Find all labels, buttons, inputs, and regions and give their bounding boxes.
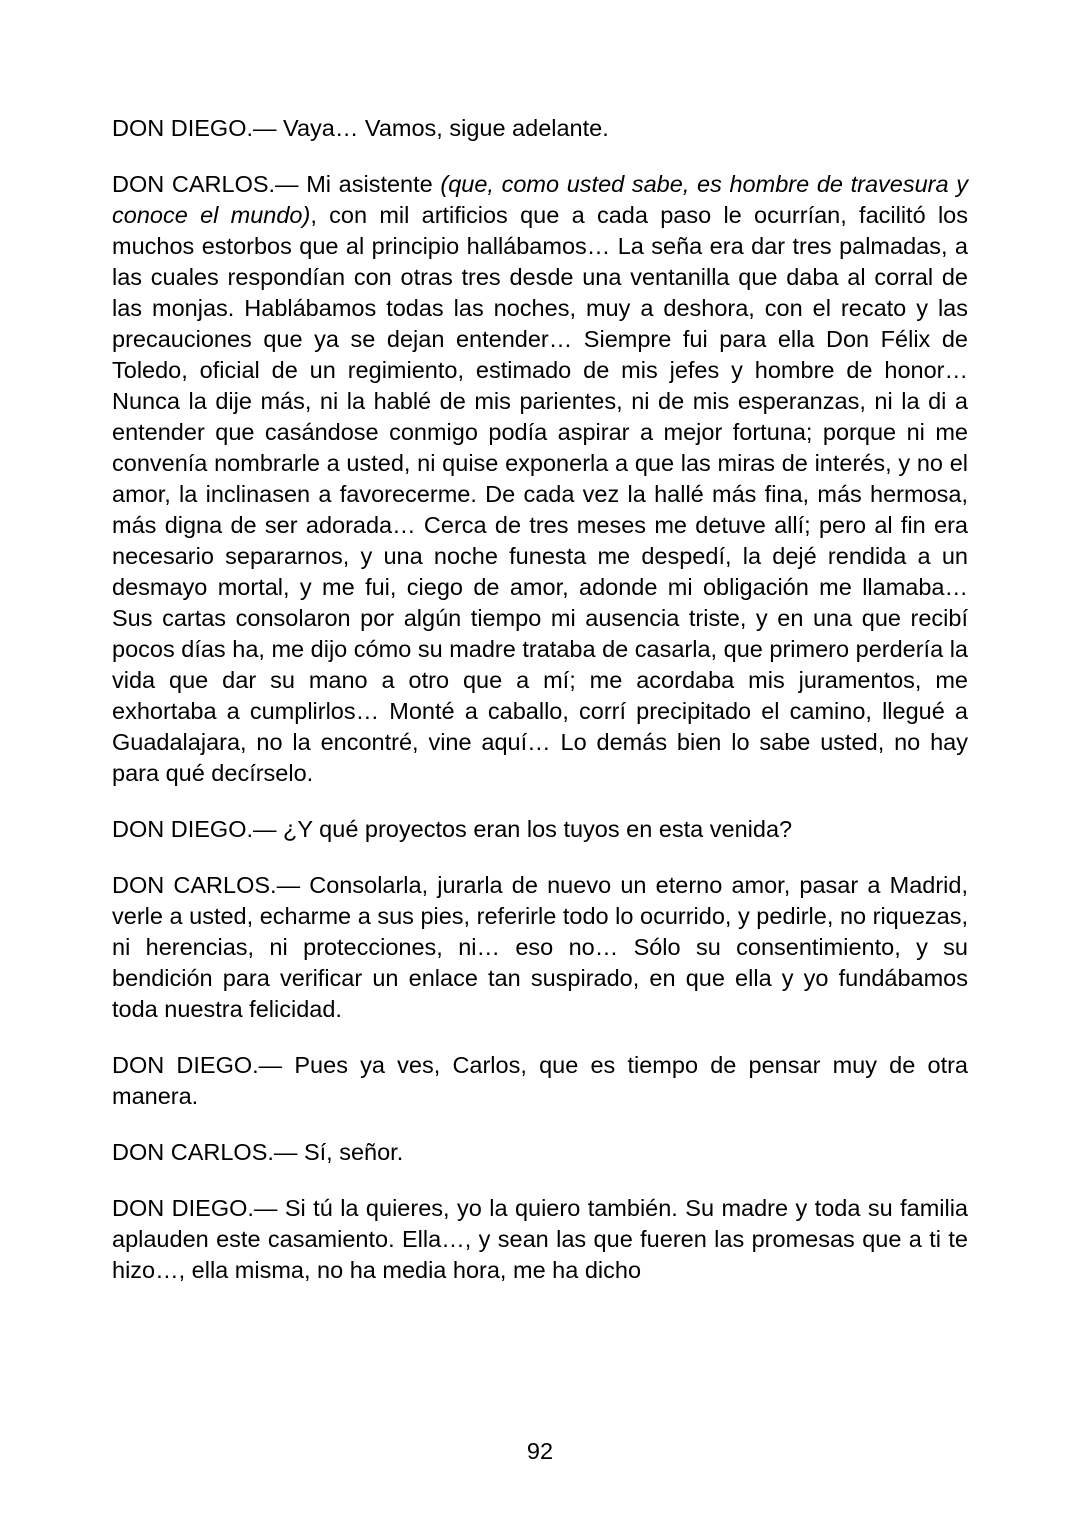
dialogue-text: Si tú la quieres, yo la quiero también. Su madre y toda su familia aplauden este casamiento. Ella…, y sean las que fueren las promesas que a ti te hizo…, ella misma, no ha media hora, me ha dicho bbox=[112, 1195, 968, 1283]
stage-aside: (que, como usted sabe, es hombre de travesura y conoce el mundo) bbox=[112, 171, 968, 228]
dialogue-text: Sí, señor. bbox=[297, 1139, 404, 1165]
dialogue-text: Pues ya ves, Carlos, que es tiempo de pensar muy de otra manera. bbox=[112, 1052, 968, 1109]
dialogue-paragraph bbox=[112, 1050, 968, 1112]
dialogue-text: ¿Y qué proyectos eran los tuyos en esta venida? bbox=[276, 816, 793, 842]
dialogue-text: Vaya… Vamos, sigue adelante. bbox=[276, 115, 609, 141]
dialogue-paragraph bbox=[112, 814, 968, 845]
dialogue-text: Mi asistente bbox=[298, 171, 441, 197]
speaker-name: DON CARLOS.— bbox=[112, 872, 301, 898]
dialogue-paragraph bbox=[112, 113, 968, 144]
dialogue-text: , con mil artificios que a cada paso le ocurrían, facilitó los muchos estorbos que al principio hallábamos… La seña era dar tres palmadas, a las cuales respondían con otras tres desde una ventanilla que daba al corral de las monjas. Hablábamos todas las noches, muy a deshora, con el recato y las precauciones que ya se dejan entender… Siempre fui para ella Don Félix de Toledo, oficial de un regimiento, estimado de mis jefes y hombre de honor… Nunca la dije más, ni la hablé de mis parientes, ni de mis esperanzas, ni la di a entender que casándose conmigo podía aspirar a mejor fortuna; porque ni me convenía nombrarle a usted, ni quise exponerla a que las miras de interés, y no el amor, la inclinasen a favorecerme. De cada vez la hallé más fina, más hermosa, más digna de ser adorada… Cerca de tres meses me detuve allí; pero al fin era necesario separarnos, y una noche funesta me despedí, la dejé rendida a un desmayo mortal, y me fui, ciego de amor, adonde mi obligación me llamaba… Sus cartas consolaron por algún tiempo mi ausencia triste, y en una que recibí pocos días ha, me dijo cómo su madre trataba de casarla, que primero perdería la vida que dar su mano a otro que a mí; me acordaba mis juramentos, me exhortaba a cumplirlos… Monté a caballo, corrí precipitado el camino, llegué a Guadalajara, no la encontré, vine aquí… Lo demás bien lo sabe usted, no hay para qué decírselo. bbox=[112, 202, 968, 786]
speaker-name: DON DIEGO.— bbox=[112, 816, 277, 842]
page-number: 92 bbox=[526, 1438, 554, 1464]
dialogue-paragraph bbox=[112, 870, 968, 1025]
speaker-name: DON DIEGO.— bbox=[112, 115, 277, 141]
dialogue-paragraph bbox=[112, 1137, 968, 1168]
speaker-name: DON CARLOS.— bbox=[112, 171, 299, 197]
book-page bbox=[112, 113, 968, 1311]
speaker-name: DON DIEGO.— bbox=[112, 1195, 278, 1221]
dialogue-text: Consolarla, jurarla de nuevo un eterno amor, pasar a Madrid, verle a usted, echarme a sus pies, referirle todo lo ocurrido, y pedirle, no riquezas, ni herencias, ni protecciones, ni… eso no… Sólo su consentimiento, y su bendición para verificar un enlace tan suspirado, en que ella y yo fundábamos toda nuestra felicidad. bbox=[112, 872, 968, 1022]
speaker-name: DON DIEGO.— bbox=[112, 1052, 283, 1078]
dialogue-paragraph bbox=[112, 169, 968, 789]
speaker-name: DON CARLOS.— bbox=[112, 1139, 298, 1165]
dialogue-paragraph bbox=[112, 1193, 968, 1286]
